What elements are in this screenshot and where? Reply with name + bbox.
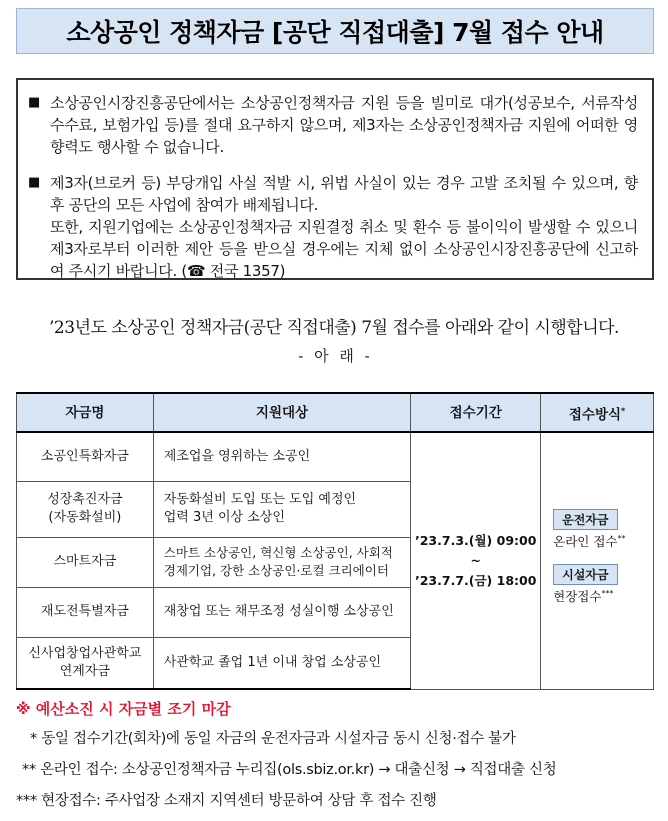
method-desc: 현장접수 [553,588,602,604]
header-period: 접수기간 [411,393,541,432]
fund-target: 자동화설비 도입 또는 도입 예정인 업력 3년 이상 소상인 [153,481,411,537]
period-start: ’23.7.3.(월) 09:00 [414,532,537,548]
period-end: ’23.7.7.(금) 18:00 [414,572,537,588]
fund-target: 제조업을 영위하는 소공인 [153,432,411,481]
header-fund-name: 자금명 [17,393,154,432]
intro-text: ’23년도 소상공인 정책자금(공단 직접대출) 7월 접수를 아래와 같이 시행합니다. [49,318,619,338]
fund-target: 사관학교 졸업 1년 이내 창업 소상공인 [153,637,411,689]
period-cell [411,432,541,689]
operating-fund-badge: 운전자금 [553,509,617,530]
fund-name: 스마트자금 [17,537,154,587]
warning-text: ※ 예산소진 시 자금별 조기 마감 [16,700,231,718]
fund-name: 재도전특별자금 [17,587,154,637]
notice-item [28,92,638,158]
period-separator: ~ [470,552,481,568]
fund-target: 재창업 또는 채무조정 성실이행 소상공인 [153,587,411,637]
fund-table [16,392,654,690]
notice-item [28,172,638,282]
square-bullet-icon: ■ [28,95,41,110]
method-cell [541,432,654,689]
footnote-1: * 동일 접수기간(회차)에 동일 자금의 운전자금과 시설자금 동시 신청·접수 불가 [30,731,516,747]
square-bullet-icon: ■ [28,175,41,190]
fund-name: 소공인특화자금 [17,432,154,481]
notice-box [16,78,654,280]
footnote-2: ** 온라인 접수: 소상공인정책자금 누리집(ols.sbiz.or.kr) → 대출신청 → 직접대출 신청 [22,762,557,778]
table-header-row [17,393,654,432]
fund-name: 신사업창업사관학교 연계자금 [17,637,154,689]
table-row [17,432,654,481]
header-target: 지원대상 [153,393,411,432]
method-desc: 온라인 접수 [553,533,618,549]
fund-name: 성장촉진자금 (자동화설비) [17,481,154,537]
notice-text-continued: 또한, 지원기업에는 소상공인정책자금 지원결정 취소 및 환수 등 불이익이 발생할 수 있으니 제3자로부터 이러한 제안 등을 받으실 경우에는 지체 없이 소상공인시장진흥공단에 신고하여 주시기 바랍니다. (☎ 전국 1357) [50,218,638,280]
header-method: 접수방식* [541,393,654,432]
notice-text: 제3자(브로커 등) 부당개입 사실 적발 시, 위법 사실이 있는 경우 고발 조치될 수 있으며, 향후 공단의 모든 사업에 참여가 배제됩니다. [50,174,638,214]
footnote-3: *** 현장접수: 주사업장 소재지 지역센터 방문하여 상담 후 접수 진행 [16,793,437,809]
method-facility: 시설자금 현장접수*** [553,564,653,605]
section-marker: - 아 래 - [298,347,370,365]
fund-target: 스마트 소상공인, 혁신형 소상공인, 사회적 경제기업, 강한 소상공인·로컬 크리에이터 [153,537,411,587]
facility-fund-badge: 시설자금 [553,564,617,585]
page-title: 소상공인 정책자금 [공단 직접대출] 7월 접수 안내 [66,18,604,47]
title-bar [16,8,654,54]
notice-text: 소상공인시장진흥공단에서는 소상공인정책자금 지원 등을 빌미로 대가(성공보수, 서류작성 수수료, 보험가입 등)를 절대 요구하지 않으며, 제3자는 소상공인정책자금 지원에 어떠한 영향력도 행사할 수 없습니다. [50,94,638,156]
method-operating: 운전자금 온라인 접수** [553,509,653,550]
